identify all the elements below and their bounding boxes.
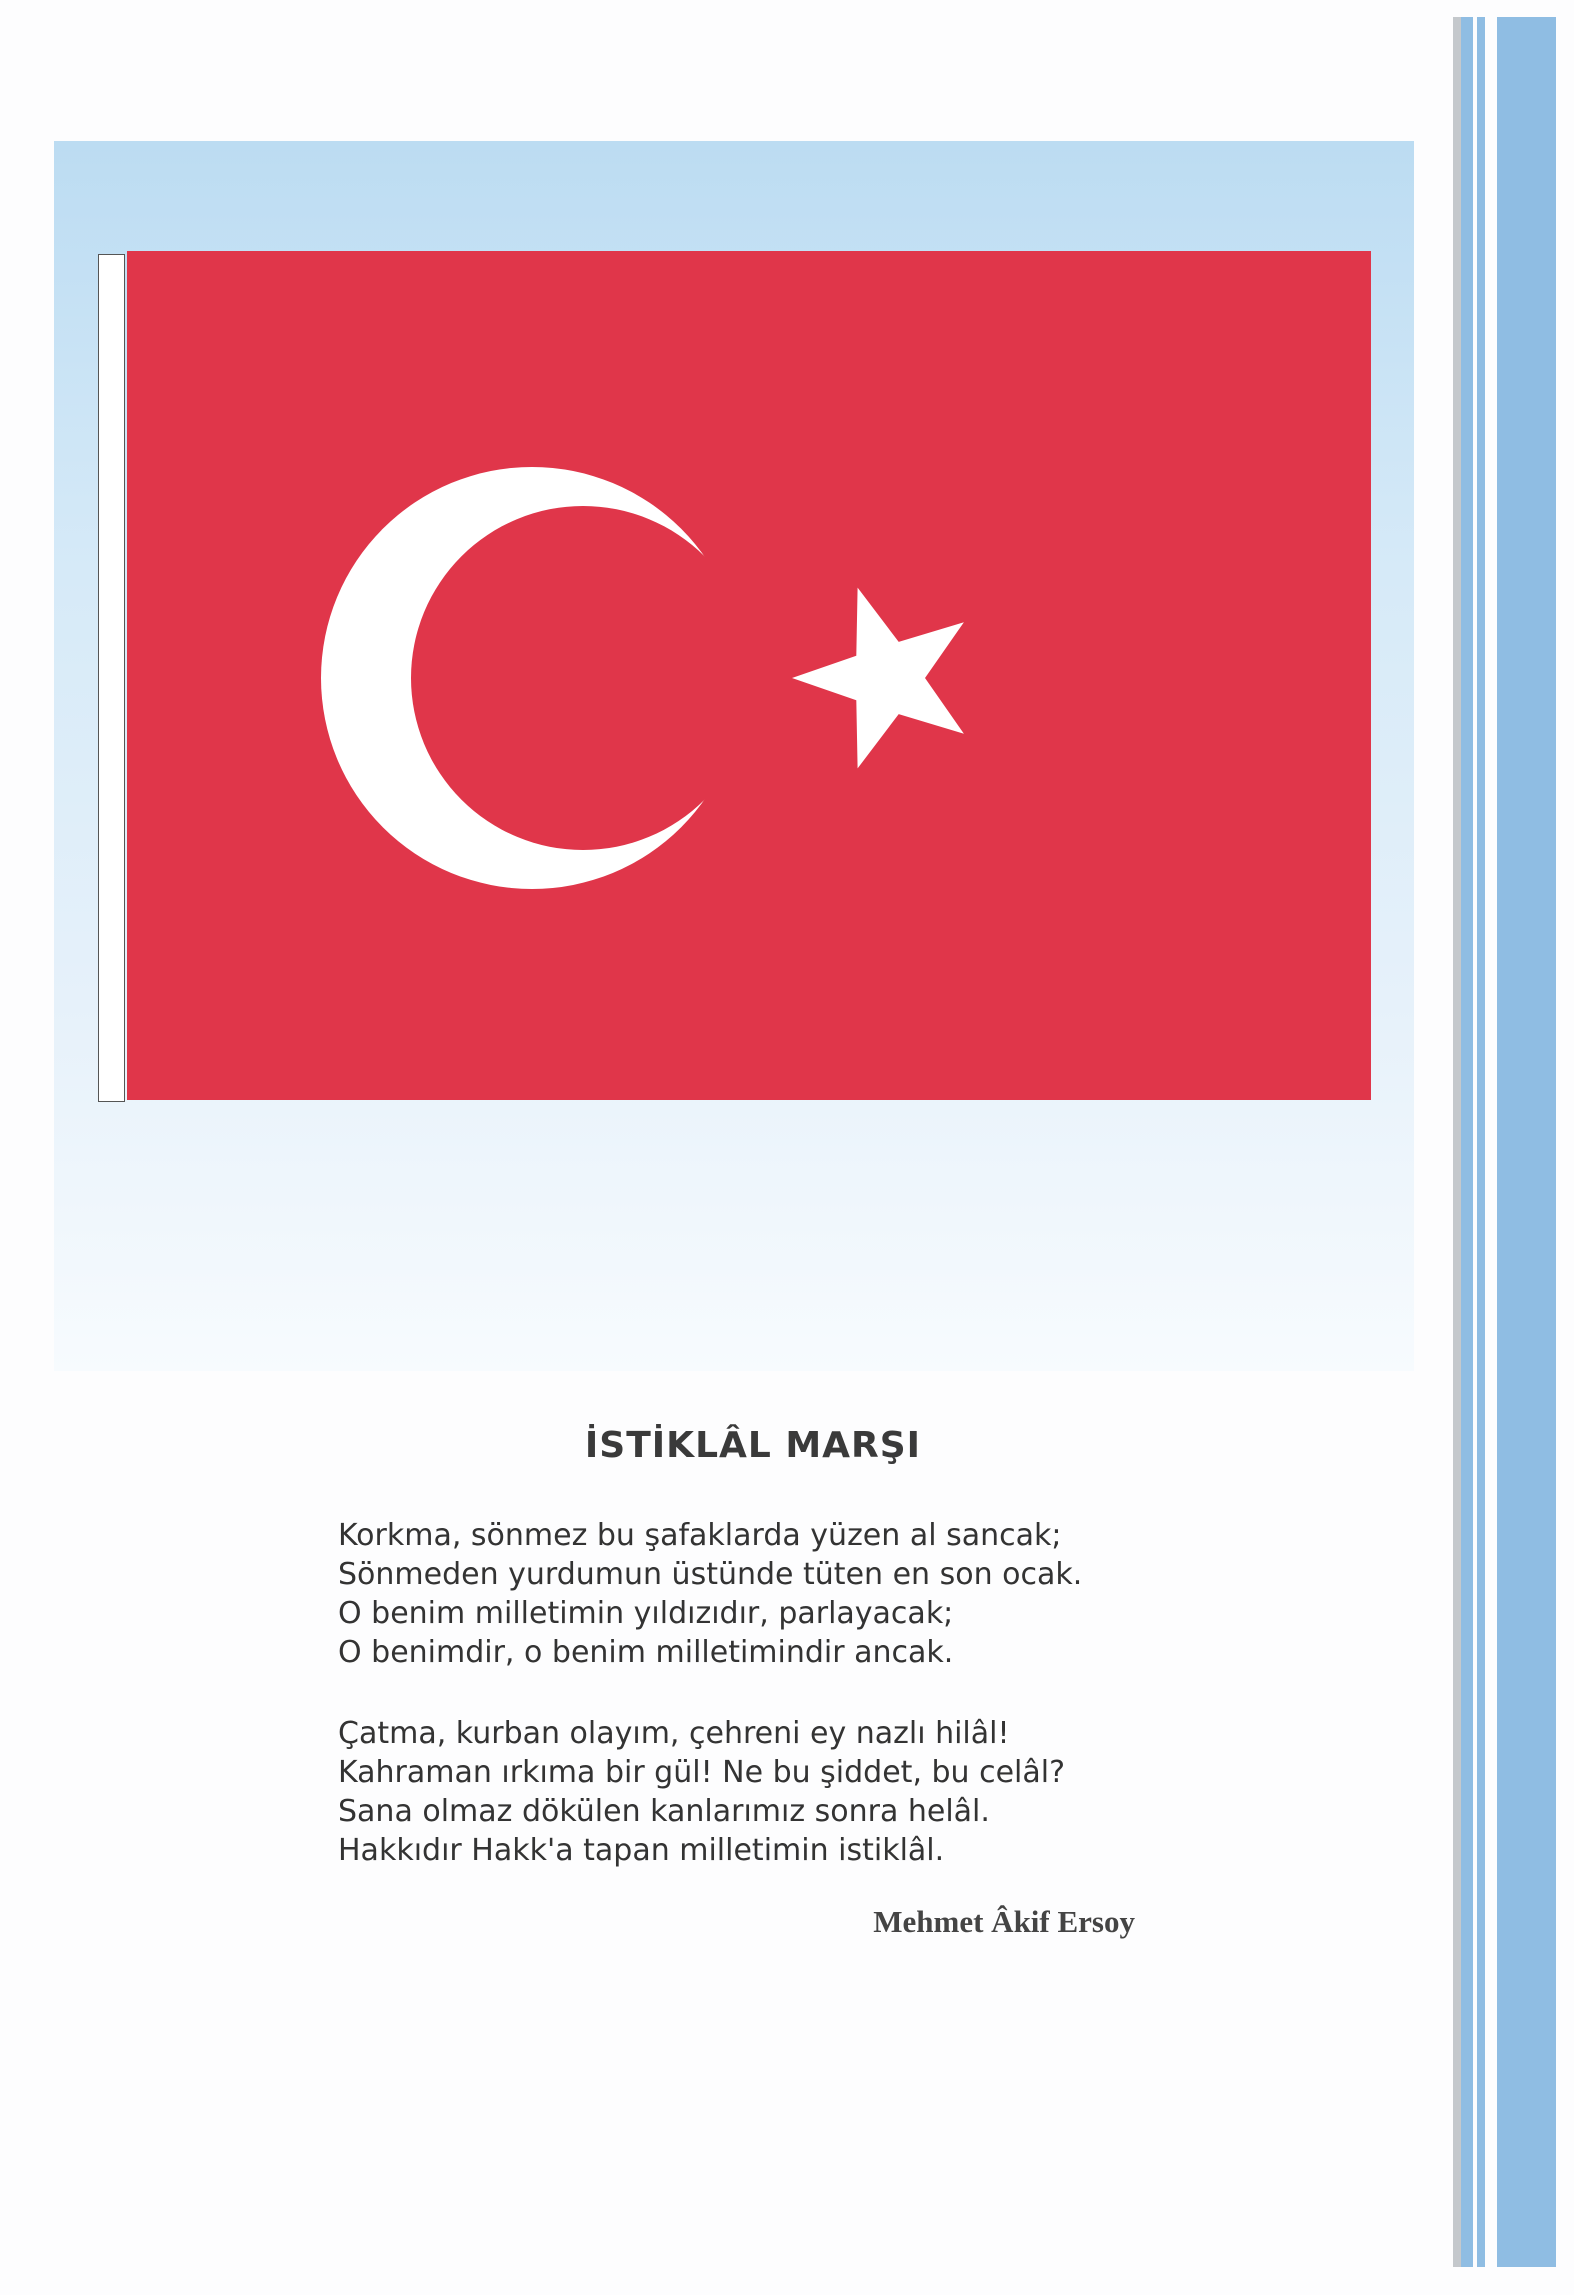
verse-line: Korkma, sönmez bu şafaklarda yüzen al sancak; bbox=[338, 1518, 1062, 1553]
stanza-2 bbox=[338, 1714, 1065, 1870]
author-name: Mehmet Âkif Ersoy bbox=[873, 1904, 1135, 1939]
verse-line: O benimdir, o benim milletimindir ancak. bbox=[338, 1635, 954, 1670]
turkish-flag bbox=[127, 251, 1371, 1100]
flag-pole bbox=[98, 254, 125, 1102]
stanza-1 bbox=[338, 1516, 1082, 1672]
verse-line: Hakkıdır Hakk'a tapan milletimin istiklâl. bbox=[338, 1833, 945, 1868]
crescent-icon bbox=[321, 467, 743, 889]
verse-line: Çatma, kurban olayım, çehreni ey nazlı hilâl! bbox=[338, 1716, 1010, 1751]
star-icon bbox=[792, 588, 964, 769]
verse-line: Kahraman ırkıma bir gül! Ne bu şiddet, bu celâl? bbox=[338, 1755, 1066, 1790]
anthem-title: İSTİKLÂL MARŞI bbox=[584, 1425, 922, 1466]
verse-line: Sana olmaz dökülen kanlarımız sonra helâl. bbox=[338, 1794, 990, 1829]
verse-line: O benim milletimin yıldızıdır, parlayacak; bbox=[338, 1596, 954, 1631]
verse-line: Sönmeden yurdumun üstünde tüten en son ocak. bbox=[338, 1557, 1083, 1592]
